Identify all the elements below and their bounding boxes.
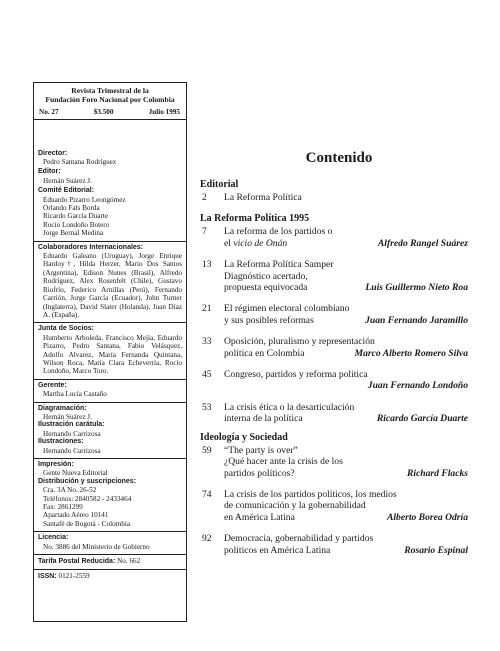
toc-page: 2 <box>202 192 207 203</box>
comite-member: Jorge Bernal Medina <box>43 229 104 238</box>
director-label: Director: <box>38 149 68 157</box>
section-ideologia: Ideología y Sociedad <box>200 431 288 443</box>
toc-title: “The party is over” <box>224 444 298 456</box>
imp-name: Gente Nueva Editorial <box>43 469 108 478</box>
comite-member: Eduardo Pizarro Leongómez <box>43 195 126 204</box>
toc-title: La Reforma Política <box>224 192 302 203</box>
dist-line: Teléfonos: 2840582 - 2433464 <box>43 494 132 503</box>
toc-author: Alfredo Rangel Suárez <box>377 237 468 249</box>
toc-page: 92 <box>202 533 212 545</box>
comite-member: Orlando Fals Borda <box>43 204 100 213</box>
ilus-label: Ilustraciones: <box>38 438 84 446</box>
section-reforma: La Reforma Política 1995 <box>200 213 310 225</box>
toc-entry[interactable]: 74 La crisis de los partidos políticos, los medios de comunicación y la gobernabilidad en América Latina Alberto Borea Odría <box>202 488 468 523</box>
credits-gerente <box>34 379 186 402</box>
masthead-box <box>33 82 187 622</box>
ilcar-label: Ilustración carátula: <box>38 421 105 429</box>
table-of-contents <box>200 150 468 566</box>
toc-author: Ricardo García Duarte <box>376 413 468 425</box>
ilcar-name: Hernando Carrizosa <box>43 429 101 438</box>
diag-name: Hernán Suárez J. <box>43 412 92 421</box>
toc-page: 74 <box>202 488 212 500</box>
colab-list: Eduardo Galeano (Uruguay), Jorge Enrique Hardoy†, Hilda Herzer, Mario Dos Santos (Argentina), Edison Nunes (Brasil), Alfredo Rodríguez, Alex Rosenfelt (Chile), Gustavo Riofrío, Federico Arnillas (Perú), Fernando Carrión, Jorge García (Ecuador), John Turner (Inglaterra), David Slater (Holanda), Juan Díaz A. (España). <box>43 252 182 319</box>
lic-label: Licencia: <box>38 534 69 542</box>
tarifa-label: Tarifa Postal Reducida: <box>38 558 116 566</box>
dist-line: Apartado Aéreo 10141 <box>43 511 109 520</box>
comite-member: Ricardo García Duarte <box>43 212 109 221</box>
dist-line: Cra. 3A No. 26-52 <box>43 486 97 495</box>
editor-name: Hernán Suárez J. <box>43 176 92 185</box>
credits-tarifa <box>34 554 186 569</box>
toc-title: La reforma de los partidos o <box>224 226 333 238</box>
toc-author: Richard Flacks <box>406 467 468 479</box>
toc-title: La crisis ética o la desarticulación <box>224 401 355 413</box>
masthead-title: Revista Trimestral de la Fundación Foro Nacional por Colombia <box>45 86 175 104</box>
lic-value: No. 3886 del Ministerio de Gobierno <box>43 542 150 551</box>
contents-heading: Contenido <box>305 150 373 166</box>
toc-entry[interactable]: 21 El régimen electoral colombiano y sus posibles reformas Juan Fernando Jaramillo <box>202 303 468 326</box>
comite-member: Rocío Londoño Botero <box>43 220 110 229</box>
toc-page: 21 <box>202 303 212 315</box>
credits-impresion <box>34 458 186 531</box>
issn-value: 0121-2559 <box>58 572 90 581</box>
dist-line: Santafé de Bogotá - Colombia <box>43 519 131 528</box>
toc-entry[interactable] <box>200 369 468 392</box>
toc-page: 13 <box>202 259 212 271</box>
issue-date: Julio 1995 <box>148 108 180 117</box>
toc-entry[interactable]: 59 “The party is over” ¿Qué hacer ante la crisis de los partidos políticos? Richard Flacks <box>202 444 468 479</box>
imp-label: Impresión: <box>38 461 74 468</box>
editor-label: Editor: <box>38 168 61 176</box>
toc-entry[interactable]: 92 Democracia, gobernabilidad y partidos políticos en América Latina Rosario Espinal <box>202 533 468 556</box>
issn-label: ISSN: <box>38 573 57 581</box>
toc-page: 7 <box>202 226 207 238</box>
toc-entry[interactable]: 7 La reforma de los partidos o el vicio de Onán Alfredo Rangel Suárez <box>202 226 468 249</box>
dist-label: Distribución y suscripciones: <box>38 477 137 485</box>
toc-author: Rosario Espinal <box>404 544 468 556</box>
toc-page: 53 <box>202 401 212 413</box>
comite-label: Comité Editorial: <box>38 187 95 195</box>
credits-production <box>34 402 186 458</box>
toc-title: Oposición, pluralismo y representación <box>224 336 375 348</box>
credits-licencia <box>34 531 186 554</box>
toc-author: Marco Alberto Romero Silva <box>354 347 468 359</box>
toc-entry[interactable] <box>200 192 468 203</box>
issue-number: No. 27 <box>39 108 59 117</box>
toc-page: 45 <box>202 369 212 381</box>
tarifa-value: No. 662 <box>117 557 141 566</box>
dist-line: Fax: 2861299 <box>43 503 83 512</box>
colab-label: Colaboradores Internacionales: <box>38 243 144 251</box>
toc-title: La crisis de los partidos políticos, los medios <box>224 488 397 500</box>
toc-title: La Reforma Política Samper <box>224 259 334 271</box>
toc-author: Luis Guillermo Nieto Roa <box>365 282 468 294</box>
toc-title: El régimen electoral colombiano <box>224 303 350 315</box>
diag-label: Diagramación: <box>38 404 87 412</box>
ilus-name: Hernando Carrizosa <box>43 446 101 455</box>
gerente-name: Martha Lucía Castaño <box>43 390 107 399</box>
toc-entry[interactable]: 53 La crisis ética o la desarticulación interna de la política Ricardo García Duarte <box>202 401 468 425</box>
credits-colaboradores <box>34 241 186 323</box>
junta-list: Humberto Arboleda, Francisco Mejía, Eduardo Pizarro, Pedro Santana, Fabio Velásquez, Adolfo Alvarez, María Fernanda Quintana, Wilson Roca, María Clara Echeverría, Rocío Londoño, Marco Toro. <box>43 333 182 376</box>
credits-junta <box>34 322 186 378</box>
junta-label: Junta de Socios: <box>38 325 95 333</box>
toc-page: 33 <box>202 336 212 348</box>
toc-entry[interactable]: 13 La Reforma Política Samper Diagnóstico acertado, propuesta equivocada Luis Guillermo Nieto Roa <box>202 259 468 294</box>
issue-line <box>34 106 186 119</box>
toc-title: Congreso, partidos y reforma política <box>224 369 368 381</box>
director-name: Pedro Santana Rodríguez <box>43 158 117 166</box>
toc-author: Juan Fernando Londoño <box>367 380 468 392</box>
credits-staff <box>34 148 186 241</box>
credits-issn <box>34 569 186 584</box>
toc-author: Juan Fernando Jaramillo <box>365 314 468 326</box>
gerente-label: Gerente: <box>38 381 67 389</box>
issue-price: $3.500 <box>93 108 114 117</box>
section-editorial: Editorial <box>200 179 239 190</box>
toc-author: Alberto Borea Odría <box>386 511 468 523</box>
toc-entry[interactable]: 33 Oposición, pluralismo y representación política en Colombia Marco Alberto Romero Silva <box>202 336 468 359</box>
toc-title: Democracia, gobernabilidad y partidos <box>224 533 374 545</box>
toc-page: 59 <box>202 444 212 456</box>
